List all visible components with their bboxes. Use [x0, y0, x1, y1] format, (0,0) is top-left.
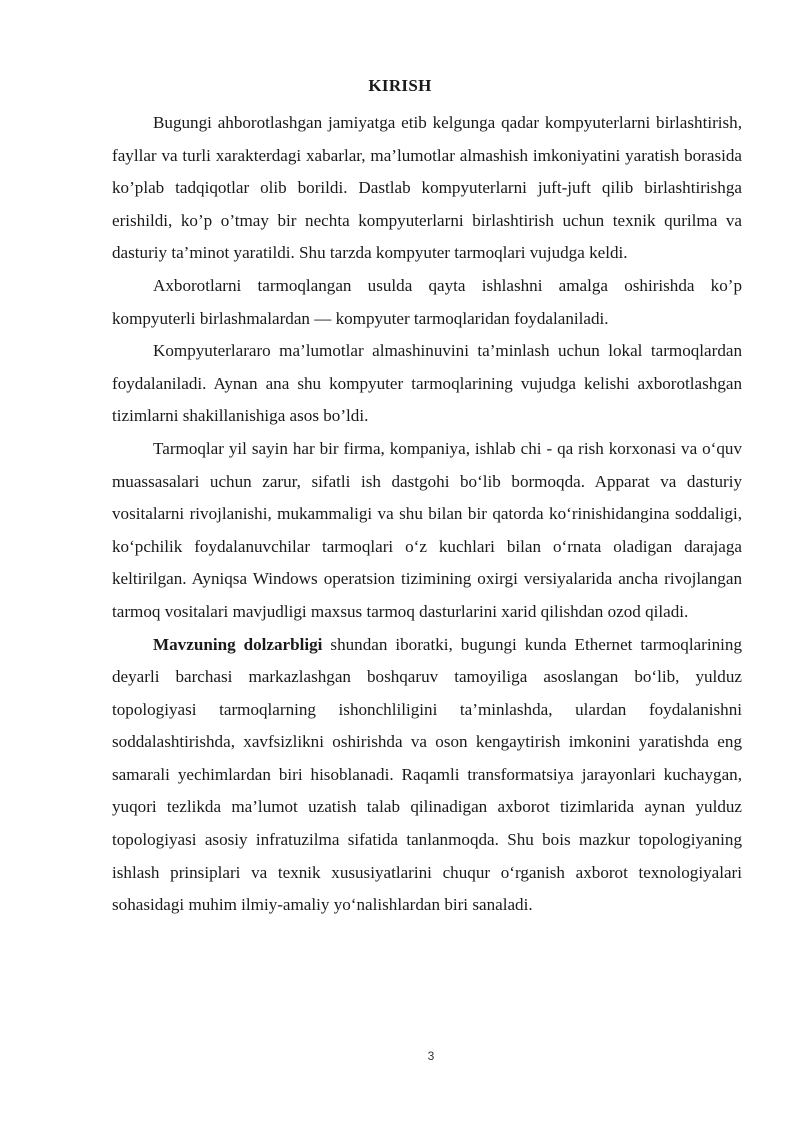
- bold-lead-term: Mavzuning dolzarbligi: [153, 634, 323, 654]
- paragraph-text: Bugungi ahborotlashgan jamiyatga etib kelgunga qadar kompyuterlarni birlashtirish, fayllar va turli xarakterdagi xabarlar, ma’lumotlar almashish imkoniyatini yaratish borasida ko’plab tadqiqotlar olib borildi. Dastlab kompyuterlarni juft-juft qilib birlashtirishga erishildi, ko’p o’tmay bir nechta kompyuterlarni birlashtirish uchun texnik qurilma va dasturiy ta’minot yaratildi. Shu tarzda kompyuter tarmoqlari vujudga keldi.: [112, 113, 742, 263]
- body-text: [112, 107, 742, 922]
- paragraph-intro: [112, 107, 742, 270]
- paragraph-text: Tarmoqlar yil sayin har bir firma, kompaniya, ishlab chi - qa rish korxonasi va oʻquv muassasalari uchun zarur, sifatli ish dastgohi boʻlib bormoqda. Apparat va dasturiy vositalarni rivojlanishi, mukammaligi va shu bilan bir qatorda koʻrinishidangina soddaligi, koʻpchilik foydalanuvchilar tarmoqlari oʻz kuchlari bilan oʻrnata oladigan darajaga keltirilgan. Ayniqsa Windows operatsion tizimining oxirgi versiyalarida ancha rivojlangan tarmoq vositalari mavjudligi maxsus tarmoq dasturlarini xarid qilishdan ozod qiladi.: [112, 438, 742, 621]
- paragraph-relevance: [112, 629, 742, 922]
- paragraph-local-networks: [112, 335, 742, 433]
- paragraph-text: Axborotlarni tarmoqlangan usulda qayta ishlashni amalga oshirishda ko’p kompyuterli birlashmalardan — kompyuter tarmoqlaridan foydalaniladi.: [112, 275, 742, 328]
- page-number: 3: [427, 1049, 435, 1063]
- paragraph-network-growth: [112, 433, 742, 629]
- section-heading: KIRISH: [368, 76, 432, 95]
- paragraph-distributed-processing: [112, 270, 742, 335]
- paragraph-text: shundan iboratki, bugungi kunda Ethernet tarmoqlarining deyarli barchasi markazlashgan boshqaruv tamoyiliga asoslangan boʻlib, yulduz topologiyasi tarmoqlarning ishonchliligini ta’minlashda, ulardan foydalanishni soddalashtirishda, xavfsizlikni oshirishda va oson kengaytirish imkonini yaratishda eng samarali yechimlardan biri hisoblanadi. Raqamli transformatsiya jarayonlari kuchaygan, yuqori tezlikda ma’lumot uzatish talab qilinadigan axborot tizimlarida aynan yulduz topologiyasi asosiy infratuzilma sifatida tanlanmoqda. Shu bois mazkur topologiyaning ishlash prinsiplari va texnik xususiyatlarini chuqur oʻrganish axborot texnologiyalari sohasidagi muhim ilmiy-amaliy yoʻnalishlardan biri sanaladi.: [112, 634, 742, 915]
- paragraph-text: Kompyuterlararo ma’lumotlar almashinuvini ta’minlash uchun lokal tarmoqlardan foydalaniladi. Aynan ana shu kompyuter tarmoqlarining vujudga kelishi axborotlashgan tizimlarni shakillanishiga asos bo’ldi.: [112, 341, 742, 426]
